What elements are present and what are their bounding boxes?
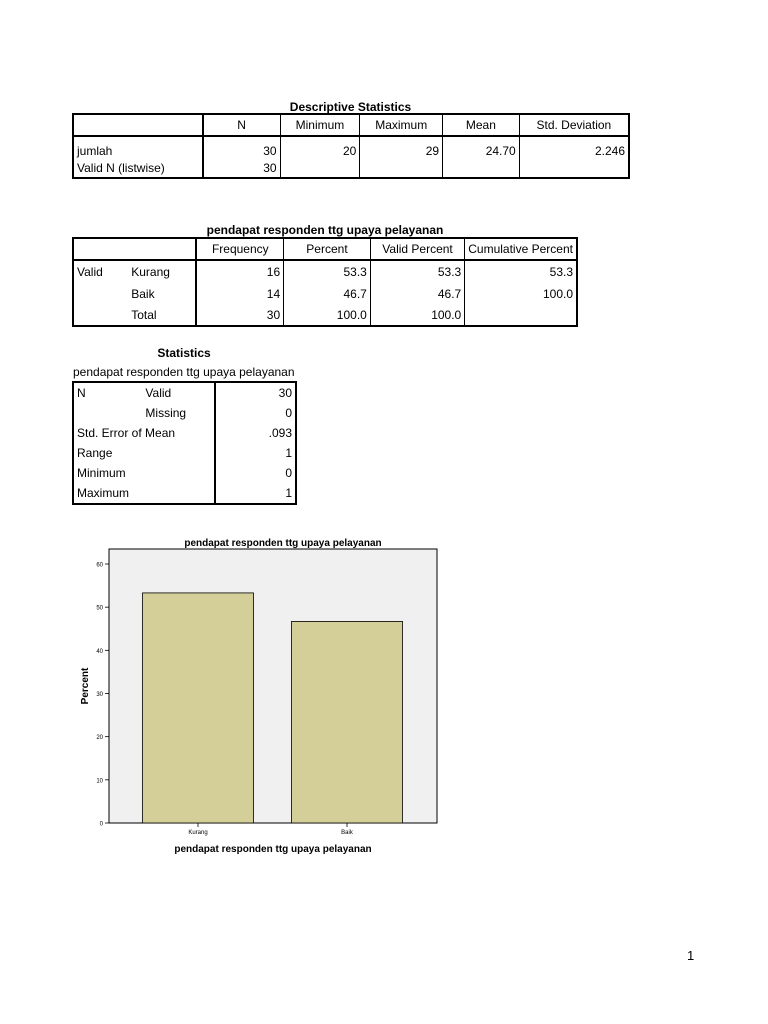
table-row bbox=[73, 305, 577, 326]
cell-mean: 24.70 bbox=[443, 143, 520, 159]
descriptive-stats-title: Descriptive Statistics bbox=[289, 100, 412, 114]
row-label: N bbox=[73, 382, 142, 403]
cell-value: 0 bbox=[215, 463, 296, 483]
row-label: Kurang bbox=[131, 265, 170, 279]
column-header: Std. Deviation bbox=[519, 114, 629, 136]
y-tick-label: 0 bbox=[99, 821, 103, 828]
page-number: 1 bbox=[687, 948, 695, 963]
table-row bbox=[73, 483, 296, 504]
cell-frequency: 30 bbox=[196, 305, 283, 326]
row-label: Std. Error of Mean bbox=[73, 423, 215, 443]
row-label: Valid N (listwise) bbox=[73, 159, 203, 178]
cell-value: 30 bbox=[215, 382, 296, 403]
cell-percent: 53.3 bbox=[284, 260, 371, 283]
table-row bbox=[73, 403, 296, 423]
chart-title: pendapat responden ttg upaya pelayanan bbox=[184, 538, 382, 549]
table-row bbox=[73, 260, 577, 283]
cell-frequency: 16 bbox=[196, 260, 283, 283]
cell-valid-percent: 100.0 bbox=[370, 305, 464, 326]
y-tick-label: 20 bbox=[96, 735, 103, 742]
cell-minimum: 20 bbox=[280, 143, 360, 159]
cell-mean bbox=[443, 159, 520, 178]
bar-chart bbox=[70, 530, 450, 860]
row-sublabel: Valid bbox=[142, 382, 215, 403]
cell-n: 30 bbox=[203, 143, 280, 159]
cell-value: 1 bbox=[215, 443, 296, 463]
cell-std-deviation bbox=[519, 159, 629, 178]
descriptive-stats-table bbox=[72, 113, 630, 179]
y-tick-label: 50 bbox=[96, 605, 103, 612]
cell-minimum bbox=[280, 159, 360, 178]
corner-cell bbox=[73, 114, 203, 136]
table-row bbox=[73, 143, 629, 159]
cell-value: .093 bbox=[215, 423, 296, 443]
x-axis-label: pendapat responden ttg upaya pelayanan bbox=[174, 844, 372, 855]
y-tick-label: 10 bbox=[96, 778, 103, 785]
table-row bbox=[73, 463, 296, 483]
row-label: Total bbox=[128, 305, 196, 326]
group-label: Valid bbox=[73, 260, 128, 283]
row-label: Range bbox=[73, 443, 215, 463]
table-row bbox=[73, 159, 629, 178]
table-row bbox=[73, 443, 296, 463]
y-axis bbox=[96, 563, 109, 828]
column-header: Mean bbox=[443, 114, 520, 136]
column-header: Valid Percent bbox=[370, 238, 464, 260]
table-header-row bbox=[73, 238, 577, 260]
cell-value: 1 bbox=[215, 483, 296, 504]
table-row bbox=[73, 283, 577, 305]
x-tick-label: Kurang bbox=[188, 830, 208, 836]
statistics-title: Statistics bbox=[157, 346, 211, 360]
column-header: N bbox=[203, 114, 280, 136]
cell-percent: 100.0 bbox=[284, 305, 371, 326]
row-label: Maximum bbox=[73, 483, 215, 504]
y-tick-label: 30 bbox=[96, 692, 103, 698]
cell-percent: 46.7 bbox=[284, 283, 371, 305]
cell-std-deviation: 2.246 bbox=[519, 143, 629, 159]
cell-cumulative-percent: 53.3 bbox=[465, 260, 577, 283]
row-label: Minimum bbox=[73, 463, 215, 483]
y-axis-label: Percent bbox=[80, 667, 91, 705]
bar-baik bbox=[292, 621, 403, 823]
column-header: Cumulative Percent bbox=[465, 238, 577, 260]
y-tick-label: 40 bbox=[96, 648, 103, 655]
cell-frequency: 14 bbox=[196, 283, 283, 305]
cell-value: 0 bbox=[215, 403, 296, 423]
bar-kurang bbox=[143, 593, 254, 823]
column-header: Minimum bbox=[280, 114, 360, 136]
frequency-table bbox=[72, 237, 578, 327]
row-label: Baik bbox=[131, 287, 155, 301]
row-label: jumlah bbox=[73, 143, 203, 159]
row-sublabel: Missing bbox=[145, 406, 187, 420]
statistics-subtitle: pendapat responden ttg upaya pelayanan bbox=[73, 365, 295, 379]
cell-n: 30 bbox=[203, 159, 280, 178]
table-row bbox=[73, 382, 296, 403]
statistics-table bbox=[72, 381, 297, 505]
cell-valid-percent: 46.7 bbox=[370, 283, 464, 305]
x-axis bbox=[188, 823, 354, 836]
cell-maximum bbox=[360, 159, 443, 178]
cell-cumulative-percent bbox=[465, 305, 577, 326]
table-header-row bbox=[73, 114, 629, 136]
column-header: Percent bbox=[284, 238, 371, 260]
column-header: Frequency bbox=[196, 238, 283, 260]
y-tick-label: 60 bbox=[96, 562, 103, 569]
cell-maximum: 29 bbox=[360, 143, 443, 159]
cell-cumulative-percent: 100.0 bbox=[465, 283, 577, 305]
corner-cell bbox=[73, 238, 196, 260]
cell-valid-percent: 53.3 bbox=[370, 260, 464, 283]
frequency-table-title: pendapat responden ttg upaya pelayanan bbox=[206, 223, 444, 237]
table-row bbox=[73, 423, 296, 443]
x-tick-label: Baik bbox=[341, 830, 353, 836]
column-header: Maximum bbox=[360, 114, 443, 136]
